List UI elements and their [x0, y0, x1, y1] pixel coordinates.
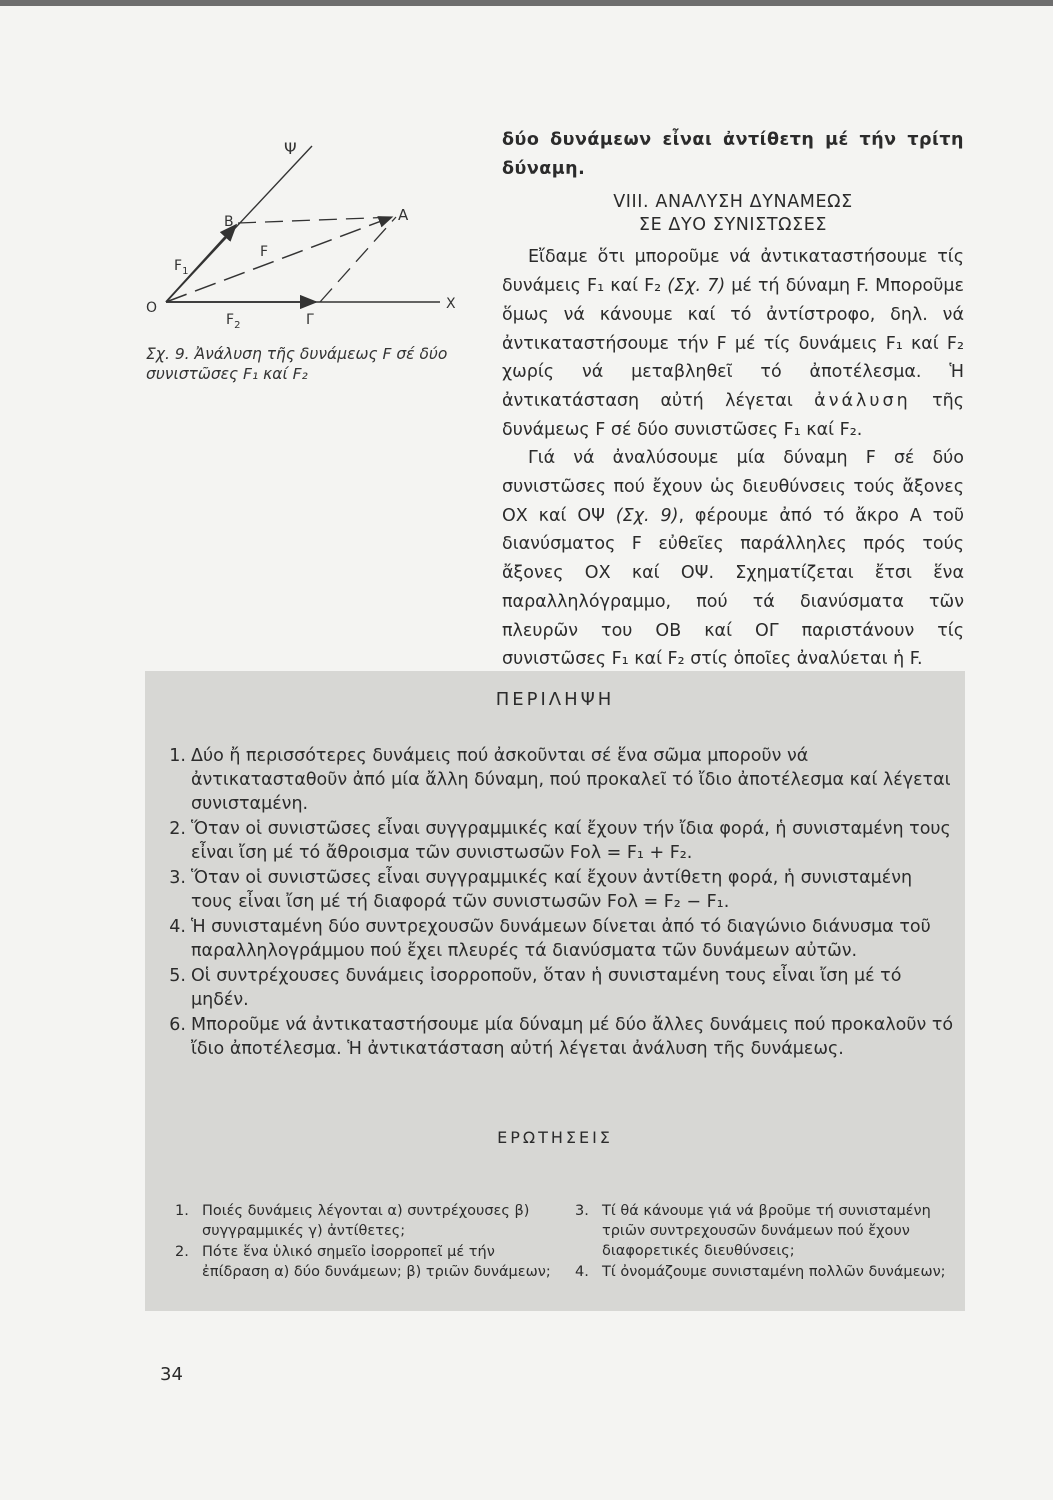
label-b: B [224, 214, 234, 230]
lead-sentence: δύο δυνάμεων εἶναι ἀντίθετη μέ τήν τρίτη δύναμη. [502, 130, 964, 179]
paragraph-2-text-a: Γιά νά ἀναλύσουμε μία δύναμη F σέ δύο συνιστῶσες πού ἔχουν ὡς διευθύνσεις τούς ἄξονες ΟΧ καί ΟΨ [502, 448, 964, 526]
term-analysis: ἀνάλυση [814, 390, 911, 411]
list-item: 1. Ποιές δυνάμεις λέγονται α) συντρέχουσες β) συγγραμμικές γ) ἀντίθετες; [175, 1203, 530, 1239]
summary-box [145, 671, 965, 1311]
section-heading-line-1: VIII. ΑΝΑΛΥΣΗ ΔΥΝΑΜΕΩΣ [613, 192, 853, 213]
paragraph-2 [502, 444, 964, 674]
label-psi: Ψ [284, 139, 297, 158]
list-item: 5. Οἱ συντρέχουσες δυνάμεις ἰσορροποῦν, ὅταν ἡ συνισταμένη τους εἶναι ἴση μέ τό μηδέν. [169, 966, 902, 1010]
questions-left-column [175, 1201, 555, 1283]
label-o: O [146, 300, 158, 316]
book-page [0, 6, 1053, 1500]
paragraph-1-text-c: τῆς δυνάμεως F σέ δύο συνιστῶσες F₁ καί F₂. [502, 390, 964, 440]
parallel-line-ba [238, 217, 396, 223]
summary-title: ΠΕΡΙΛΗΨΗ [495, 689, 615, 710]
label-f: F [260, 244, 269, 260]
questions-title: ΕΡΩΤΗΣΕΙΣ [497, 1128, 613, 1147]
figure-ref-9: (Σχ. 9) [615, 505, 679, 526]
label-f2: $F_2$ [226, 312, 241, 331]
figure-ref-7: (Σχ. 7) [667, 276, 726, 297]
section-heading-line-2: ΣΕ ΔΥΟ ΣΥΝΙΣΤΩΣΕΣ [638, 215, 828, 236]
list-item: 1. Δύο ἤ περισσότερες δυνάμεις πού ἀσκοῦνται σέ ἕνα σῶμα μποροῦν νά ἀντικατασταθοῦν ἀπό μία ἄλλη δύναμη, πού προκαλεῖ τό ἴδιο ἀποτέλεσμα καί λέγεται συνισταμένη. [169, 746, 951, 814]
paragraph-2-text-b: , φέρουμε ἀπό τό ἄκρο Α τοῦ διανύσματος F εὐθεῖες παράλληλες πρός τούς ἄξονες ΟΧ καί ΟΨ. Σχηματίζεται ἔτσι ἕνα παραλληλόγραμμο, πού τά διανύσματα τῶν πλευρῶν του ΟΒ καί ΟΓ παριστάνουν τίς συνιστῶσες F₁ καί F₂ στίς ὁποῖες ἀναλύεται ἡ F. [502, 505, 964, 670]
list-item: 3. Τί θά κάνουμε γιά νά βροῦμε τή συνισταμένη τριῶν συντρεχουσῶν δυνάμεων πού ἔχουν διαφορετικές διευθύνσεις; [575, 1203, 931, 1259]
label-a: A [398, 206, 409, 224]
force-decomposition-figure [140, 134, 470, 339]
list-item: 2. Πότε ἕνα ὑλικό σημεῖο ἰσορροπεῖ μέ τήν ἐπίδραση α) δύο δυνάμεων; β) τριῶν δυνάμεων; [175, 1244, 551, 1280]
decomposition-diagram [140, 134, 470, 339]
section-heading [502, 191, 964, 237]
paragraph-1 [502, 243, 964, 444]
paragraph-1-text-a: Εἴδαμε ὅτι μποροῦμε νά ἀντικαταστήσουμε τίς δυνάμεις F₁ καί F₂ [502, 247, 964, 297]
list-item: 2. Ὅταν οἱ συνιστῶσες εἶναι συγγραμμικές καί ἔχουν τήν ἴδια φορά, ἡ συνισταμένη τους εἶναι ἴση μέ τό ἄθροισμα τῶν συνιστωσῶν Fολ = F₁ + F₂. [169, 819, 951, 863]
label-x: X [446, 296, 456, 312]
figure-caption: Σχ. 9. Ἀνάλυση τῆς δυνάμεως F σέ δύο συνιστῶσες F₁ καί F₂ [146, 345, 448, 383]
right-column [502, 126, 964, 674]
label-f1: $F_1$ [174, 258, 189, 277]
page-number: 34 [160, 1364, 183, 1385]
paragraph-1-text-b: μέ τή δύναμη F. Μποροῦμε ὅμως νά κάνουμε καί τό ἀντίστροφο, δηλ. νά ἀντικαταστήσουμε τήν F μέ τίς δυνάμεις F₁ καί F₂ χωρίς νά μεταβληθεῖ τό ἀποτέλεσμα. Ἡ ἀντικατάσταση αὐτή λέγεται [502, 276, 964, 411]
list-item: 4. Ἡ συνισταμένη δύο συντρεχουσῶν δυνάμεων δίνεται ἀπό τό διαγώνιο διάνυσμα τοῦ παραλληλογράμμου πού ἔχει πλευρές τά διανύσματα τῶν δυνάμεων αὐτῶν. [169, 917, 931, 961]
list-item: 4. Τί ὀνομάζουμε συνισταμένη πολλῶν δυνάμεων; [575, 1264, 946, 1280]
label-gamma: Γ [306, 312, 314, 328]
questions-right-column [575, 1201, 960, 1283]
list-item: 3. Ὅταν οἱ συνιστῶσες εἶναι συγγραμμικές καί ἔχουν ἀντίθετη φορά, ἡ συνισταμένη τους εἶναι ἴση μέ τή διαφορά τῶν συνιστωσῶν Fολ = F₂ − F₁. [169, 868, 913, 912]
summary-list [160, 744, 955, 1062]
list-item: 6. Μποροῦμε νά ἀντικαταστήσουμε μία δύναμη μέ δύο ἄλλες δυνάμεις πού προκαλοῦν τό ἴδιο ἀποτέλεσμα. Ἡ ἀντικατάσταση αὐτή λέγεται ἀνάλυση τῆς δυνάμεως. [169, 1015, 954, 1059]
